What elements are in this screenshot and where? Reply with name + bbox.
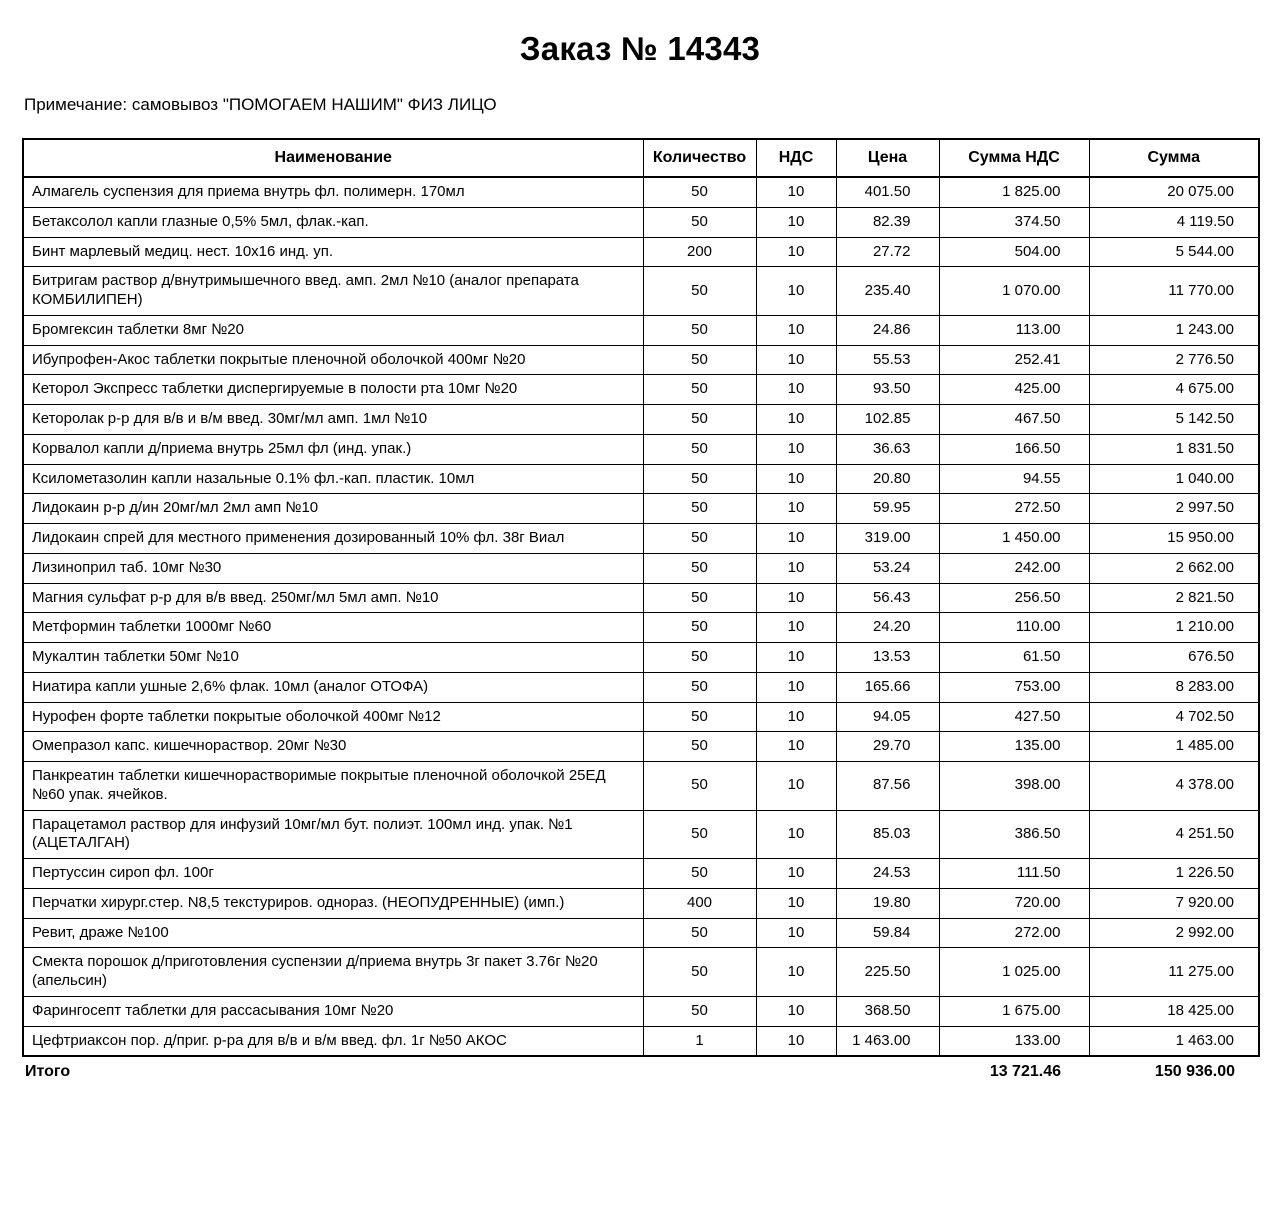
cell-vat: 10 [756, 267, 836, 316]
cell-vat: 10 [756, 613, 836, 643]
cell-vat-sum: 1 450.00 [939, 524, 1089, 554]
cell-name: Лидокаин р-р д/ин 20мг/мл 2мл амп №10 [23, 494, 643, 524]
cell-vat-sum: 111.50 [939, 859, 1089, 889]
cell-vat: 10 [756, 524, 836, 554]
cell-vat: 10 [756, 643, 836, 673]
cell-sum: 8 283.00 [1089, 672, 1259, 702]
cell-vat: 10 [756, 494, 836, 524]
cell-quantity: 50 [643, 762, 756, 811]
cell-name: Бетаксолол капли глазные 0,5% 5мл, флак.-кап. [23, 207, 643, 237]
cell-vat-sum: 427.50 [939, 702, 1089, 732]
cell-sum: 18 425.00 [1089, 996, 1259, 1026]
cell-vat-sum: 1 025.00 [939, 948, 1089, 997]
table-row [23, 732, 1259, 762]
table-row [23, 405, 1259, 435]
cell-vat-sum: 135.00 [939, 732, 1089, 762]
order-note-value: самовывоз "ПОМОГАЕМ НАШИМ" ФИЗ ЛИЦО [131, 94, 497, 114]
cell-price: 36.63 [836, 434, 939, 464]
cell-vat: 10 [756, 583, 836, 613]
table-row [23, 702, 1259, 732]
table-row [23, 494, 1259, 524]
table-row [23, 613, 1259, 643]
cell-quantity: 50 [643, 948, 756, 997]
cell-price: 82.39 [836, 207, 939, 237]
table-row [23, 672, 1259, 702]
cell-vat-sum: 133.00 [939, 1026, 1089, 1056]
cell-vat: 10 [756, 375, 836, 405]
cell-vat-sum: 113.00 [939, 315, 1089, 345]
order-note [24, 94, 1258, 116]
cell-sum: 1 040.00 [1089, 464, 1259, 494]
column-header-sum: Сумма [1089, 139, 1259, 177]
cell-price: 59.95 [836, 494, 939, 524]
cell-price: 93.50 [836, 375, 939, 405]
cell-price: 24.86 [836, 315, 939, 345]
table-body [23, 177, 1259, 1056]
cell-vat-sum: 252.41 [939, 345, 1089, 375]
cell-sum: 1 210.00 [1089, 613, 1259, 643]
cell-name: Пертуссин сироп фл. 100г [23, 859, 643, 889]
cell-sum: 4 119.50 [1089, 207, 1259, 237]
order-items-table [22, 138, 1260, 1087]
column-header-vat-sum: Сумма НДС [939, 139, 1089, 177]
column-header-quantity: Количество [643, 139, 756, 177]
cell-name: Кеторолак р-р для в/в и в/м введ. 30мг/мл амп. 1мл №10 [23, 405, 643, 435]
cell-name: Нурофен форте таблетки покрытые оболочкой 400мг №12 [23, 702, 643, 732]
cell-price: 13.53 [836, 643, 939, 673]
table-row [23, 177, 1259, 207]
cell-vat-sum: 242.00 [939, 553, 1089, 583]
page-title: Заказ № 14343 [519, 30, 761, 67]
cell-price: 29.70 [836, 732, 939, 762]
cell-name: Перчатки хирург.стер. N8,5 текстуриров. однораз. (НЕОПУДРЕННЫЕ) (имп.) [23, 888, 643, 918]
cell-sum: 11 275.00 [1089, 948, 1259, 997]
cell-quantity: 50 [643, 207, 756, 237]
total-sum: 150 936.00 [1154, 1063, 1235, 1081]
cell-vat-sum: 467.50 [939, 405, 1089, 435]
table-row [23, 553, 1259, 583]
cell-quantity: 50 [643, 464, 756, 494]
cell-sum: 1 463.00 [1089, 1026, 1259, 1056]
cell-vat-sum: 753.00 [939, 672, 1089, 702]
cell-quantity: 50 [643, 672, 756, 702]
cell-vat: 10 [756, 315, 836, 345]
cell-name: Бинт марлевый медиц. нест. 10х16 инд. уп. [23, 237, 643, 267]
cell-quantity: 50 [643, 177, 756, 207]
table-footer [23, 1056, 1259, 1087]
cell-sum: 4 251.50 [1089, 810, 1259, 859]
cell-vat: 10 [756, 859, 836, 889]
table-row [23, 583, 1259, 613]
cell-sum: 1 226.50 [1089, 859, 1259, 889]
table-row [23, 207, 1259, 237]
table-row [23, 948, 1259, 997]
cell-price: 24.53 [836, 859, 939, 889]
cell-name: Парацетамол раствор для инфузий 10мг/мл бут. полиэт. 100мл инд. упак. №1 (АЦЕТАЛГАН) [23, 810, 643, 859]
cell-name: Мукалтин таблетки 50мг №10 [23, 643, 643, 673]
cell-vat: 10 [756, 237, 836, 267]
cell-name: Панкреатин таблетки кишечнорастворимые покрытые пленочной оболочкой 25ЕД №60 упак. ячейков. [23, 762, 643, 811]
cell-name: Кеторол Экспресс таблетки диспергируемые в полости рта 10мг №20 [23, 375, 643, 405]
cell-name: Ибупрофен-Акос таблетки покрытые пленочной оболочкой 400мг №20 [23, 345, 643, 375]
cell-quantity: 50 [643, 810, 756, 859]
cell-price: 401.50 [836, 177, 939, 207]
cell-vat-sum: 110.00 [939, 613, 1089, 643]
cell-name: Бромгексин таблетки 8мг №20 [23, 315, 643, 345]
total-label: Итого [25, 1063, 71, 1081]
total-price-empty [836, 1056, 939, 1087]
cell-sum: 5 142.50 [1089, 405, 1259, 435]
table-row [23, 464, 1259, 494]
cell-name: Алмагель суспензия для приема внутрь фл. полимерн. 170мл [23, 177, 643, 207]
cell-name: Лизиноприл таб. 10мг №30 [23, 553, 643, 583]
cell-sum: 20 075.00 [1089, 177, 1259, 207]
cell-price: 59.84 [836, 918, 939, 948]
cell-quantity: 50 [643, 315, 756, 345]
cell-quantity: 50 [643, 553, 756, 583]
column-header-vat: НДС [756, 139, 836, 177]
cell-sum: 4 702.50 [1089, 702, 1259, 732]
table-row [23, 762, 1259, 811]
table-row [23, 315, 1259, 345]
cell-quantity: 400 [643, 888, 756, 918]
cell-vat-sum: 398.00 [939, 762, 1089, 811]
cell-sum: 2 776.50 [1089, 345, 1259, 375]
cell-vat: 10 [756, 405, 836, 435]
cell-sum: 15 950.00 [1089, 524, 1259, 554]
cell-price: 85.03 [836, 810, 939, 859]
cell-sum: 7 920.00 [1089, 888, 1259, 918]
order-note-label: Примечание: [24, 94, 128, 114]
cell-sum: 2 997.50 [1089, 494, 1259, 524]
cell-vat-sum: 386.50 [939, 810, 1089, 859]
cell-quantity: 50 [643, 613, 756, 643]
cell-price: 56.43 [836, 583, 939, 613]
table-row [23, 859, 1259, 889]
cell-quantity: 50 [643, 405, 756, 435]
total-row [23, 1056, 1259, 1087]
cell-name: Лидокаин спрей для местного применения дозированный 10% фл. 38г Виал [23, 524, 643, 554]
cell-quantity: 50 [643, 996, 756, 1026]
table-row [23, 1026, 1259, 1056]
total-vat-sum: 13 721.46 [989, 1063, 1061, 1081]
table-row [23, 810, 1259, 859]
cell-price: 102.85 [836, 405, 939, 435]
cell-vat: 10 [756, 177, 836, 207]
cell-quantity: 50 [643, 494, 756, 524]
cell-quantity: 1 [643, 1026, 756, 1056]
cell-vat: 10 [756, 888, 836, 918]
table-row [23, 524, 1259, 554]
cell-vat-sum: 94.55 [939, 464, 1089, 494]
cell-quantity: 50 [643, 918, 756, 948]
cell-name: Ксилометазолин капли назальные 0.1% фл.-кап. пластик. 10мл [23, 464, 643, 494]
cell-sum: 676.50 [1089, 643, 1259, 673]
table-row [23, 267, 1259, 316]
cell-vat-sum: 256.50 [939, 583, 1089, 613]
cell-vat-sum: 1 070.00 [939, 267, 1089, 316]
cell-sum: 2 821.50 [1089, 583, 1259, 613]
table-row [23, 434, 1259, 464]
cell-vat: 10 [756, 1026, 836, 1056]
cell-price: 24.20 [836, 613, 939, 643]
cell-vat-sum: 720.00 [939, 888, 1089, 918]
cell-vat: 10 [756, 207, 836, 237]
table-row [23, 375, 1259, 405]
cell-vat: 10 [756, 810, 836, 859]
cell-vat-sum: 425.00 [939, 375, 1089, 405]
cell-price: 27.72 [836, 237, 939, 267]
cell-sum: 2 662.00 [1089, 553, 1259, 583]
cell-quantity: 50 [643, 702, 756, 732]
table-row [23, 918, 1259, 948]
table-header-row [23, 139, 1259, 177]
cell-vat-sum: 166.50 [939, 434, 1089, 464]
cell-vat-sum: 272.00 [939, 918, 1089, 948]
cell-name: Цефтриаксон пор. д/приг. р-ра для в/в и в/м введ. фл. 1г №50 АКОС [23, 1026, 643, 1056]
cell-vat: 10 [756, 553, 836, 583]
cell-vat: 10 [756, 732, 836, 762]
cell-vat: 10 [756, 762, 836, 811]
cell-name: Ревит, драже №100 [23, 918, 643, 948]
total-vat-empty [756, 1056, 836, 1087]
cell-name: Корвалол капли д/приема внутрь 25мл фл (инд. упак.) [23, 434, 643, 464]
cell-vat: 10 [756, 345, 836, 375]
cell-vat-sum: 1 825.00 [939, 177, 1089, 207]
cell-vat: 10 [756, 672, 836, 702]
cell-quantity: 50 [643, 859, 756, 889]
cell-vat: 10 [756, 464, 836, 494]
cell-vat: 10 [756, 996, 836, 1026]
cell-name: Омепразол капс. кишечнораствор. 20мг №30 [23, 732, 643, 762]
cell-sum: 1 485.00 [1089, 732, 1259, 762]
cell-price: 368.50 [836, 996, 939, 1026]
cell-vat-sum: 272.50 [939, 494, 1089, 524]
cell-vat-sum: 1 675.00 [939, 996, 1089, 1026]
cell-price: 87.56 [836, 762, 939, 811]
cell-name: Ниатира капли ушные 2,6% флак. 10мл (аналог ОТОФА) [23, 672, 643, 702]
table-row [23, 345, 1259, 375]
cell-price: 53.24 [836, 553, 939, 583]
cell-price: 165.66 [836, 672, 939, 702]
cell-sum: 2 992.00 [1089, 918, 1259, 948]
cell-quantity: 50 [643, 643, 756, 673]
table-row [23, 643, 1259, 673]
cell-price: 20.80 [836, 464, 939, 494]
cell-quantity: 50 [643, 524, 756, 554]
cell-price: 319.00 [836, 524, 939, 554]
cell-quantity: 50 [643, 583, 756, 613]
column-header-name: Наименование [23, 139, 643, 177]
cell-quantity: 200 [643, 237, 756, 267]
cell-vat-sum: 61.50 [939, 643, 1089, 673]
cell-name: Магния сульфат р-р для в/в введ. 250мг/мл 5мл амп. №10 [23, 583, 643, 613]
cell-vat-sum: 504.00 [939, 237, 1089, 267]
table-header [23, 139, 1259, 177]
cell-sum: 4 378.00 [1089, 762, 1259, 811]
cell-name: Метформин таблетки 1000мг №60 [23, 613, 643, 643]
cell-vat: 10 [756, 918, 836, 948]
cell-sum: 1 243.00 [1089, 315, 1259, 345]
cell-sum: 4 675.00 [1089, 375, 1259, 405]
total-quantity-empty [643, 1056, 756, 1087]
cell-price: 1 463.00 [836, 1026, 939, 1056]
cell-name: Битригам раствор д/внутримышечного введ. амп. 2мл №10 (аналог препарата КОМБИЛИПЕН) [23, 267, 643, 316]
table-row [23, 888, 1259, 918]
cell-name: Смекта порошок д/приготовления суспензии д/приема внутрь 3г пакет 3.76г №20 (апельсин) [23, 948, 643, 997]
cell-quantity: 50 [643, 434, 756, 464]
cell-vat: 10 [756, 702, 836, 732]
cell-quantity: 50 [643, 267, 756, 316]
cell-sum: 1 831.50 [1089, 434, 1259, 464]
cell-price: 225.50 [836, 948, 939, 997]
cell-quantity: 50 [643, 375, 756, 405]
table-row [23, 996, 1259, 1026]
cell-price: 94.05 [836, 702, 939, 732]
cell-vat-sum: 374.50 [939, 207, 1089, 237]
cell-price: 55.53 [836, 345, 939, 375]
cell-vat: 10 [756, 948, 836, 997]
cell-price: 19.80 [836, 888, 939, 918]
cell-sum: 5 544.00 [1089, 237, 1259, 267]
cell-sum: 11 770.00 [1089, 267, 1259, 316]
column-header-price: Цена [836, 139, 939, 177]
cell-vat: 10 [756, 434, 836, 464]
cell-quantity: 50 [643, 345, 756, 375]
cell-name: Фарингосепт таблетки для рассасывания 10мг №20 [23, 996, 643, 1026]
table-row [23, 237, 1259, 267]
cell-quantity: 50 [643, 732, 756, 762]
cell-price: 235.40 [836, 267, 939, 316]
